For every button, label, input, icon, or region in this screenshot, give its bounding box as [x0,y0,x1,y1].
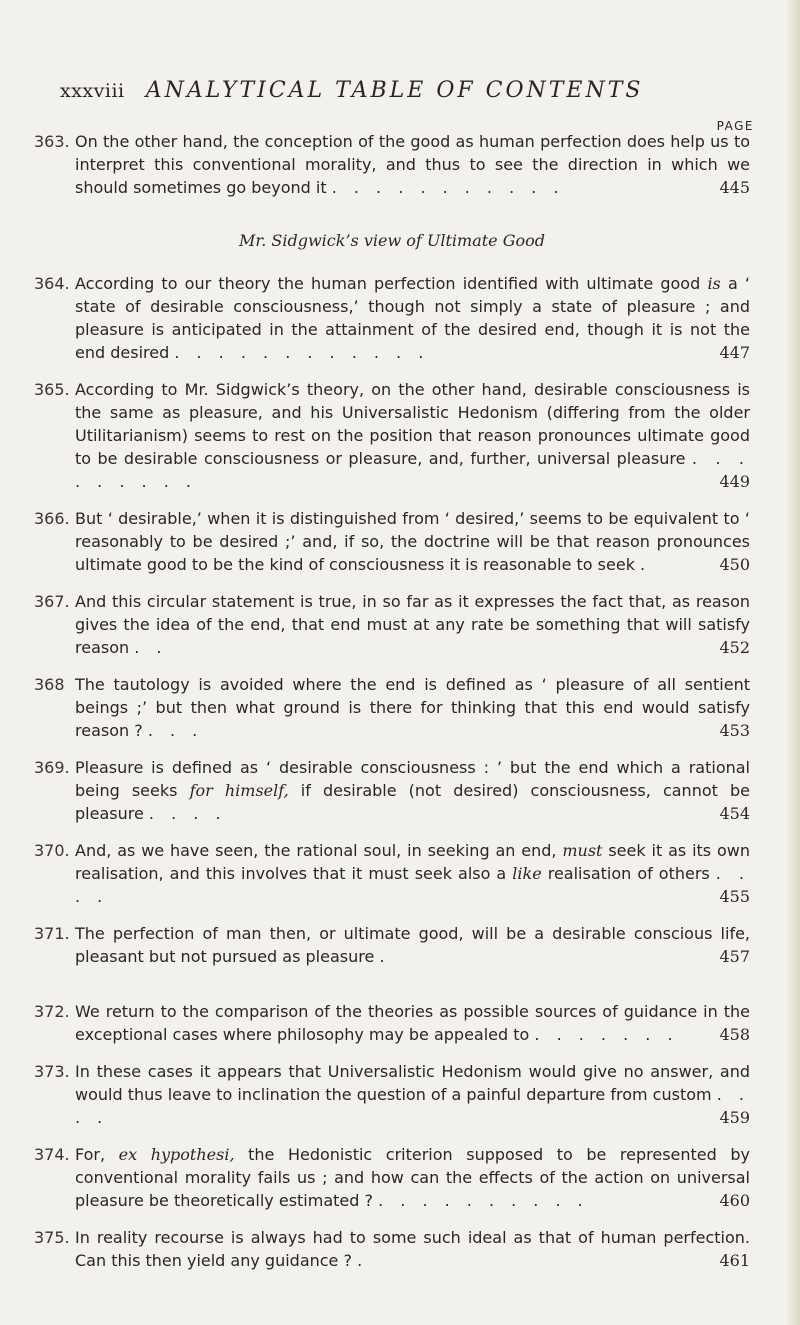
page-column-label: PAGE [716,119,754,133]
entry-text: And, as we have seen, the rational soul, in seeking an end, must seek it as its own realisation, and this involves that it must seek also a like realisation of others . . . . [75,841,751,906]
entry-number: 374. [34,1145,70,1164]
entry-number: 368 [34,675,65,694]
entry-text: But ‘ desirable,’ when it is distinguished from ‘ desired,’ seems to be equivalent to ‘ reasonably to be desired ;’ and, if so, the doctrine will be that reason pronounces ultimate good to be the kind of consciousness it is reasonable to seek . [75,509,750,574]
entry-374 [34,1143,750,1212]
page-edge-shadow [786,0,800,1325]
entry-number: 363. [34,132,70,151]
entry-367 [34,590,750,659]
entry-366 [34,507,750,576]
entry-number: 373. [34,1062,70,1081]
entry-number: 367. [34,592,70,611]
entry-370 [34,839,750,908]
entry-page: 453 [719,721,750,740]
entry-368 [34,673,750,742]
entry-number: 375. [34,1228,70,1247]
entry-page: 454 [719,804,750,823]
entry-page: 449 [719,472,750,491]
entry-363 [34,130,750,199]
entry-page: 452 [719,638,750,657]
section-gap [34,982,750,1000]
entry-373 [34,1060,750,1129]
entry-number: 371. [34,924,70,943]
entry-page: 447 [719,343,750,362]
entry-page: 455 [719,887,750,906]
entry-text: For, ex hypothesi, the Hedonistic criterion supposed to be represented by conventional morality fails us ; and how can the effects of the action on universal pleasure be theoretically estimated ? . . . . . . . . . . [75,1145,750,1210]
entry-number: 365. [34,380,70,399]
running-head [60,78,644,108]
entry-text: The tautology is avoided where the end is defined as ‘ pleasure of all sentient beings ;’ but then what ground is there for thinking that this end would satisfy reason ? . . . [75,675,750,740]
entry-number: 372. [34,1002,70,1021]
entry-369 [34,756,750,825]
folio-number: xxxviii [60,80,125,102]
contents-list [34,130,750,1286]
entry-text: According to our theory the human perfection identified with ultimate good is a ‘ state of desirable consciousness,’ though not simply a state of pleasure ; and pleasure is anticipated in the attainment of the desired end, though it is not the end desired . . . . . . . . . . . . [75,274,751,362]
entry-text: And this circular statement is true, in so far as it expresses the fact that, as reason gives the idea of the end, that end must at any rate be something that will satisfy reason . . [75,592,750,657]
entry-number: 370. [34,841,70,860]
entry-page: 445 [719,178,750,197]
entry-text: We return to the comparison of the theories as possible sources of guidance in the exceptional cases where philosophy may be appealed to . . . . . . . [75,1002,750,1044]
entry-text: The perfection of man then, or ultimate good, will be a desirable conscious life, pleasant but not pursued as pleasure . [75,924,750,966]
entry-365 [34,378,750,493]
entry-number: 369. [34,758,70,777]
entry-page: 459 [719,1108,750,1127]
entry-page: 461 [719,1251,750,1270]
entry-text: On the other hand, the conception of the good as human perfection does help us to interpret this conventional morality, and thus to see the direction in which we should sometimes go beyond it . . . . . . . . . . . [75,132,750,197]
entry-page: 460 [719,1191,750,1210]
entry-text: Pleasure is defined as ‘ desirable consciousness : ’ but the end which a rational being seeks for himself, if desirable (not desired) consciousness, cannot be pleasure . . . . [75,758,750,823]
entry-number: 364. [34,274,70,293]
entry-371 [34,922,750,968]
entry-page: 457 [719,947,750,966]
entry-page: 458 [719,1025,750,1044]
entry-375 [34,1226,750,1272]
entry-text: In these cases it appears that Universalistic Hedonism would give no answer, and would thus leave to inclination the question of a painful departure from custom . . . . [75,1062,750,1127]
entry-364 [34,272,750,364]
entry-page: 450 [719,555,750,574]
entry-text: According to Mr. Sidgwick’s theory, on the other hand, desirable consciousness is the same as pleasure, and his Universalistic Hedonism (differing from the older Utilitarianism) seems to rest on the position that reason pronounces ultimate good to be desirable consciousness or pleasure, and, further, universal pleasure . . . . . . . . . [75,380,750,491]
entry-372 [34,1000,750,1046]
running-title: ANALYTICAL TABLE OF CONTENTS [145,78,644,103]
section-heading: Mr. Sidgwick’s view of Ultimate Good [238,231,546,250]
entry-text: In reality recourse is always had to some such ideal as that of human perfection. Can this then yield any guidance ? . [75,1228,750,1270]
entry-number: 366. [34,509,70,528]
